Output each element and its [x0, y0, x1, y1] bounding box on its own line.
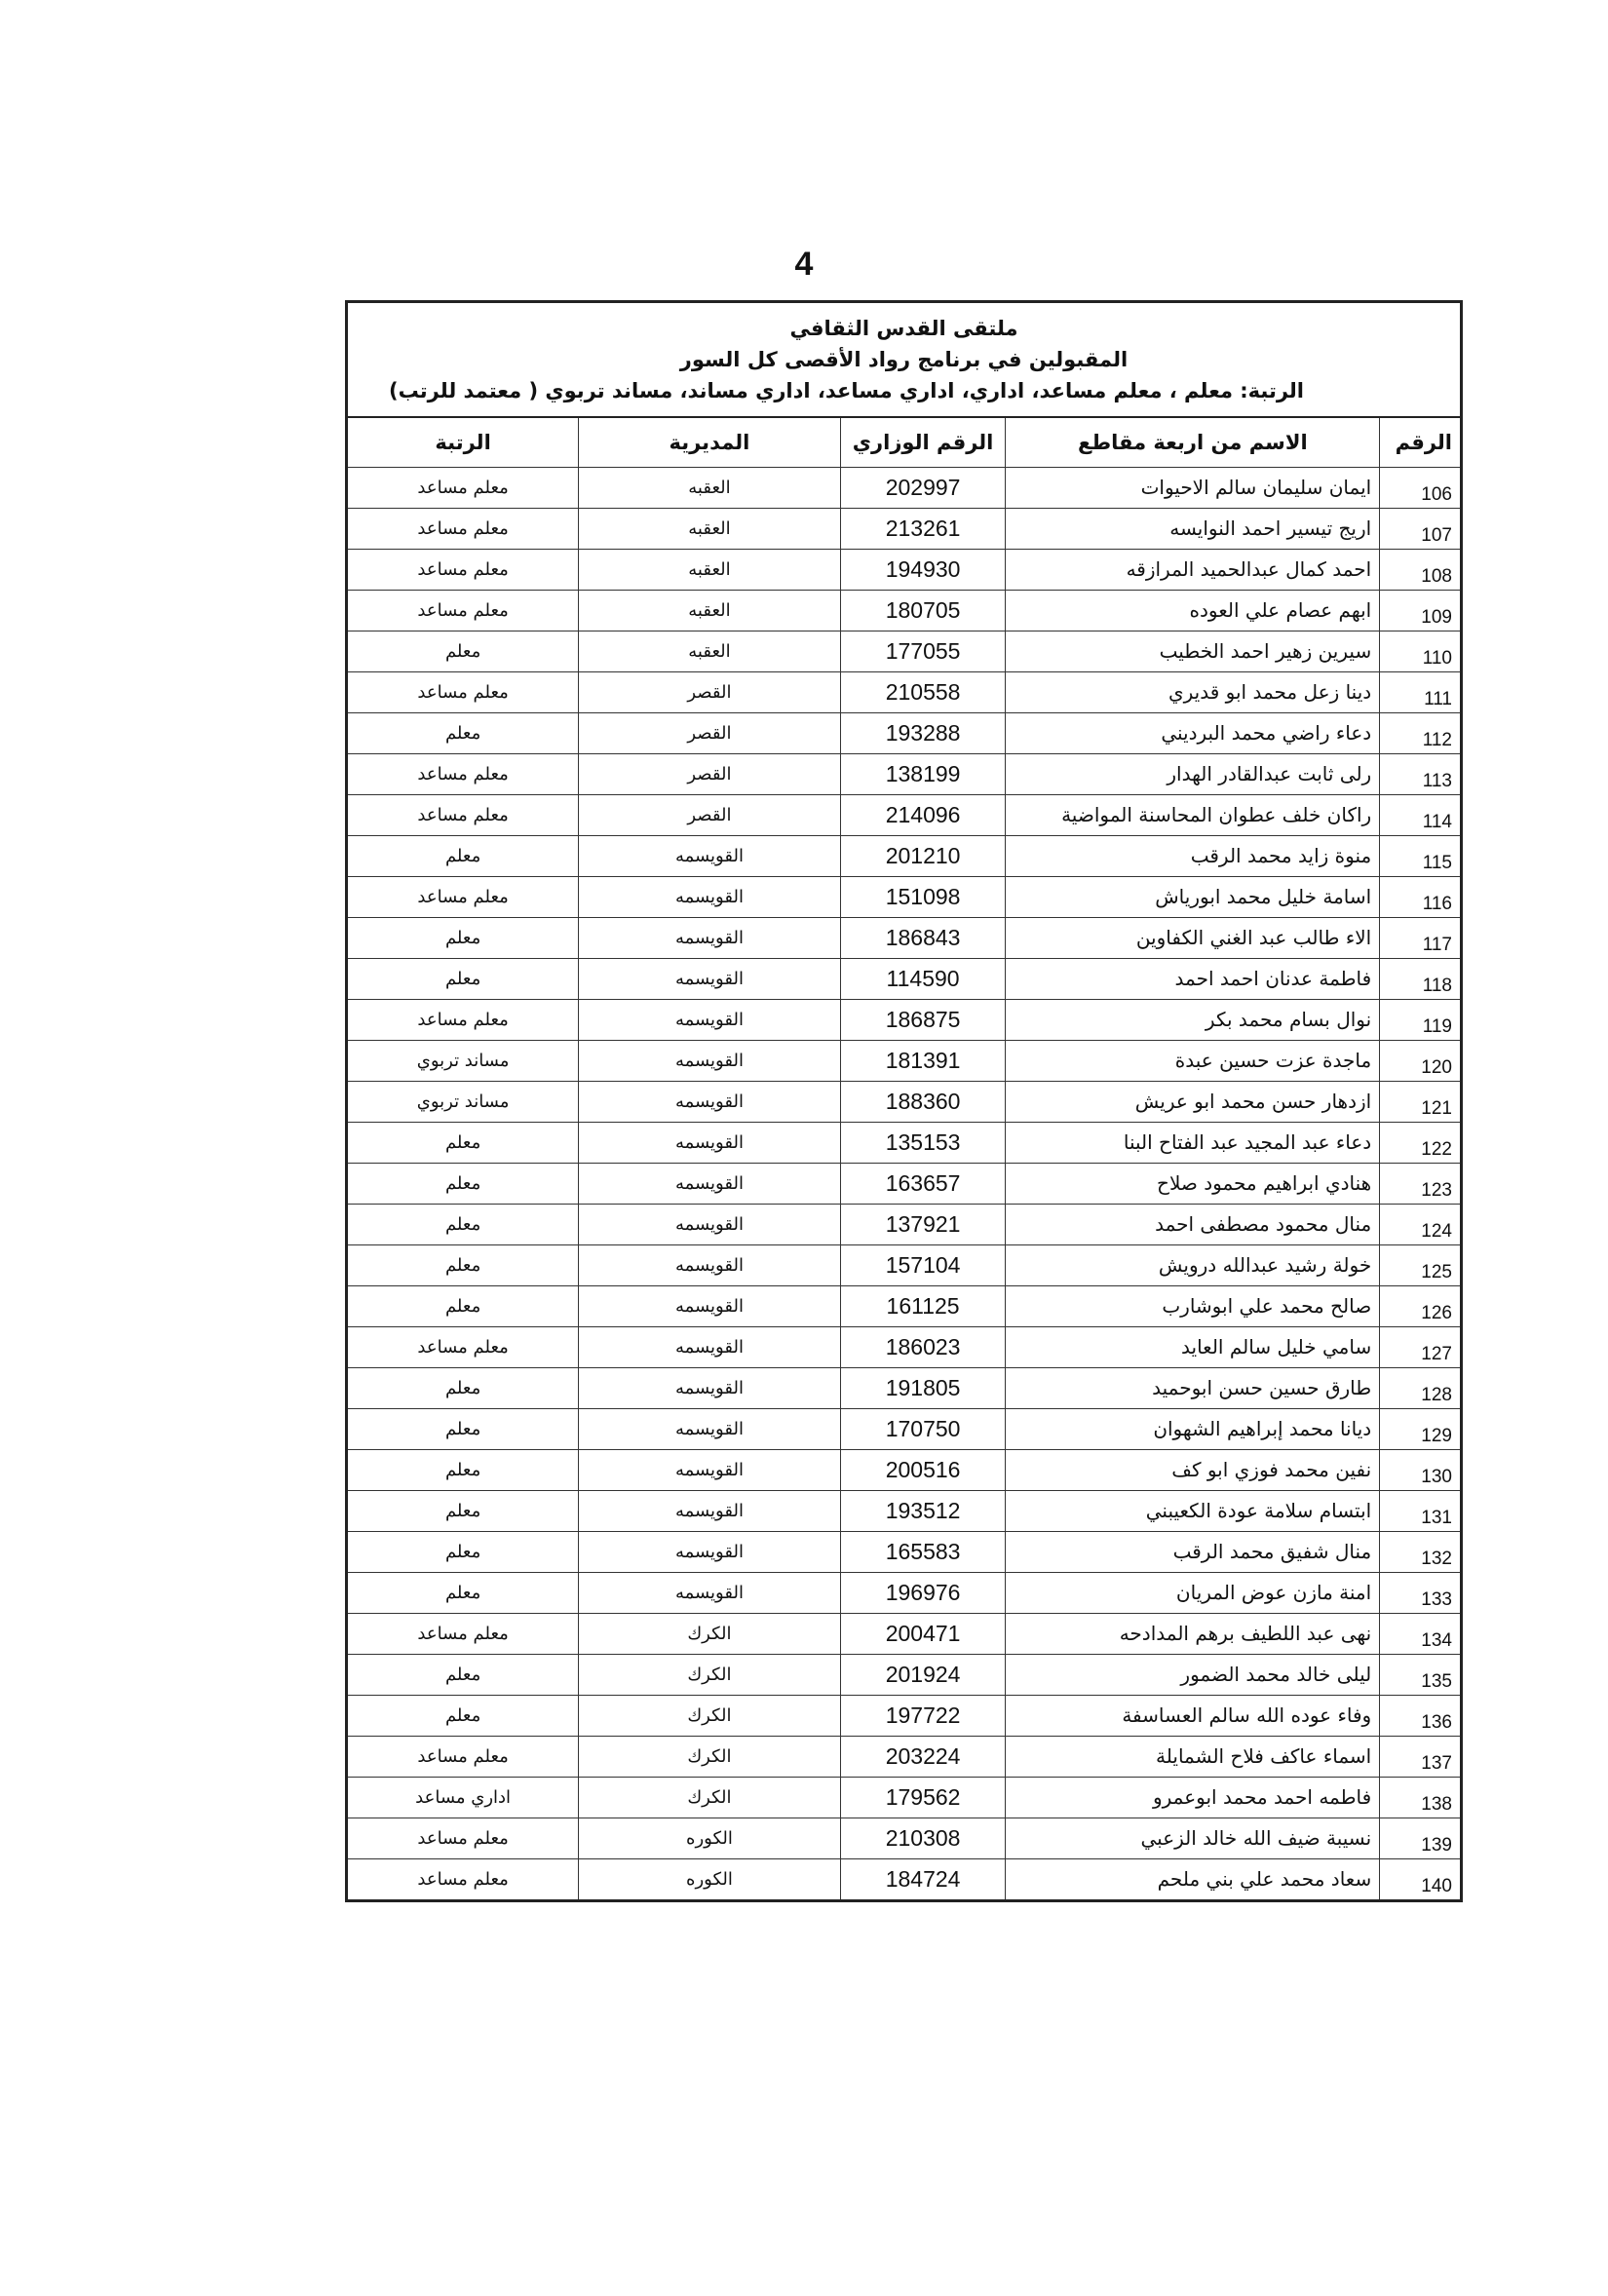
- table-row: [348, 917, 1460, 958]
- cell-directorate: القويسمه: [579, 958, 841, 999]
- column-header-rank: الرتبة: [348, 418, 579, 467]
- cell-num: 111: [1380, 671, 1460, 712]
- cell-num: 127: [1380, 1326, 1460, 1367]
- cell-rank: مساند تربوي: [348, 1040, 579, 1081]
- cell-name: سيرين زهير احمد الخطيب: [1006, 631, 1380, 671]
- cell-rank: معلم: [348, 712, 579, 753]
- cell-ministry-id: 191805: [840, 1367, 1006, 1408]
- cell-rank: معلم مساعد: [348, 671, 579, 712]
- table-row: [348, 671, 1460, 712]
- cell-directorate: الكوره: [579, 1818, 841, 1858]
- cell-ministry-id: 186843: [840, 917, 1006, 958]
- cell-num: 128: [1380, 1367, 1460, 1408]
- cell-ministry-id: 151098: [840, 876, 1006, 917]
- cell-name: رلى ثابت عبدالقادر الهدار: [1006, 753, 1380, 794]
- cell-num: 109: [1380, 590, 1460, 631]
- cell-directorate: العقبه: [579, 508, 841, 549]
- cell-name: سعاد محمد علي بني ملحم: [1006, 1858, 1380, 1899]
- program-title: المقبولين في برنامج رواد الأقصى كل السور: [679, 348, 1129, 371]
- cell-num: 112: [1380, 712, 1460, 753]
- cell-ministry-id: 201210: [840, 835, 1006, 876]
- cell-rank: معلم: [348, 1490, 579, 1531]
- table-row: [348, 1163, 1460, 1204]
- cell-num: 110: [1380, 631, 1460, 671]
- cell-name: نفين محمد فوزي ابو كف: [1006, 1449, 1380, 1490]
- table-row: [348, 508, 1460, 549]
- cell-num: 107: [1380, 508, 1460, 549]
- cell-ministry-id: 200516: [840, 1449, 1006, 1490]
- cell-name: وفاء عوده الله سالم العساسفة: [1006, 1695, 1380, 1736]
- cell-name: منوة زايد محمد الرقب: [1006, 835, 1380, 876]
- cell-directorate: العقبه: [579, 631, 841, 671]
- cell-name: ايمان سليمان سالم الاحيوات: [1006, 467, 1380, 508]
- cell-ministry-id: 214096: [840, 794, 1006, 835]
- cell-rank: معلم مساعد: [348, 753, 579, 794]
- table-row: [348, 1613, 1460, 1654]
- cell-rank: معلم مساعد: [348, 794, 579, 835]
- ranks-subtitle: الرتبة: معلم ، معلم مساعد، اداري، اداري مساعد، اداري مساند، مساند تربوي ( معتمد للرتب): [388, 379, 1304, 402]
- cell-ministry-id: 210558: [840, 671, 1006, 712]
- table-row: [348, 1572, 1460, 1613]
- table-row: [348, 590, 1460, 631]
- table-header-row: [348, 418, 1460, 467]
- cell-directorate: القويسمه: [579, 876, 841, 917]
- cell-ministry-id: 177055: [840, 631, 1006, 671]
- cell-num: 106: [1380, 467, 1460, 508]
- cell-ministry-id: 203224: [840, 1736, 1006, 1777]
- cell-rank: معلم: [348, 835, 579, 876]
- table-body: [348, 467, 1460, 1899]
- cell-ministry-id: 163657: [840, 1163, 1006, 1204]
- column-header-directorate: المديرية: [579, 418, 841, 467]
- cell-num: 139: [1380, 1818, 1460, 1858]
- cell-ministry-id: 138199: [840, 753, 1006, 794]
- cell-rank: معلم: [348, 1285, 579, 1326]
- cell-num: 108: [1380, 549, 1460, 590]
- table-row: [348, 958, 1460, 999]
- table-row: [348, 1818, 1460, 1858]
- cell-ministry-id: 193512: [840, 1490, 1006, 1531]
- cell-num: 118: [1380, 958, 1460, 999]
- table-row: [348, 1326, 1460, 1367]
- table-row: [348, 1695, 1460, 1736]
- cell-num: 115: [1380, 835, 1460, 876]
- cell-directorate: القويسمه: [579, 1408, 841, 1449]
- accepted-table: [348, 418, 1460, 1899]
- cell-directorate: الكرك: [579, 1777, 841, 1818]
- table-row: [348, 1408, 1460, 1449]
- cell-name: اسماء عاكف فلاح الشمايلة: [1006, 1736, 1380, 1777]
- cell-ministry-id: 193288: [840, 712, 1006, 753]
- cell-name: راكان خلف عطوان المحاسنة المواضية: [1006, 794, 1380, 835]
- cell-ministry-id: 114590: [840, 958, 1006, 999]
- cell-name: منال محمود مصطفى احمد: [1006, 1204, 1380, 1244]
- cell-ministry-id: 135153: [840, 1122, 1006, 1163]
- cell-ministry-id: 188360: [840, 1081, 1006, 1122]
- table-row: [348, 712, 1460, 753]
- cell-name: اريج تيسير احمد النوايسه: [1006, 508, 1380, 549]
- cell-name: ازدهار حسن محمد ابو عريش: [1006, 1081, 1380, 1122]
- cell-num: 126: [1380, 1285, 1460, 1326]
- cell-name: ماجدة عزت حسين عبدة: [1006, 1040, 1380, 1081]
- cell-ministry-id: 186875: [840, 999, 1006, 1040]
- cell-num: 114: [1380, 794, 1460, 835]
- table-row: [348, 631, 1460, 671]
- cell-num: 113: [1380, 753, 1460, 794]
- table-row: [348, 1081, 1460, 1122]
- cell-name: صالح محمد علي ابوشارب: [1006, 1285, 1380, 1326]
- cell-directorate: القويسمه: [579, 1326, 841, 1367]
- cell-name: سامي خليل سالم العايد: [1006, 1326, 1380, 1367]
- table-row: [348, 999, 1460, 1040]
- cell-rank: معلم مساعد: [348, 549, 579, 590]
- cell-name: ابتسام سلامة عودة الكعيبني: [1006, 1490, 1380, 1531]
- cell-ministry-id: 170750: [840, 1408, 1006, 1449]
- cell-directorate: القويسمه: [579, 1572, 841, 1613]
- cell-num: 129: [1380, 1408, 1460, 1449]
- cell-ministry-id: 137921: [840, 1204, 1006, 1244]
- cell-directorate: القويسمه: [579, 1285, 841, 1326]
- table-row: [348, 1858, 1460, 1899]
- table-row: [348, 549, 1460, 590]
- cell-directorate: الكرك: [579, 1654, 841, 1695]
- cell-ministry-id: 186023: [840, 1326, 1006, 1367]
- cell-rank: معلم مساعد: [348, 590, 579, 631]
- cell-num: 123: [1380, 1163, 1460, 1204]
- cell-directorate: العقبه: [579, 549, 841, 590]
- cell-num: 116: [1380, 876, 1460, 917]
- cell-name: هنادي ابراهيم محمود صلاح: [1006, 1163, 1380, 1204]
- cell-directorate: القويسمه: [579, 1367, 841, 1408]
- cell-num: 125: [1380, 1244, 1460, 1285]
- cell-rank: معلم: [348, 1449, 579, 1490]
- cell-ministry-id: 213261: [840, 508, 1006, 549]
- cell-name: اسامة خليل محمد ابورياش: [1006, 876, 1380, 917]
- cell-num: 117: [1380, 917, 1460, 958]
- table-row: [348, 1531, 1460, 1572]
- cell-ministry-id: 165583: [840, 1531, 1006, 1572]
- table-row: [348, 1367, 1460, 1408]
- cell-rank: معلم مساعد: [348, 1613, 579, 1654]
- cell-directorate: القويسمه: [579, 917, 841, 958]
- table-row: [348, 1244, 1460, 1285]
- cell-rank: معلم مساعد: [348, 1818, 579, 1858]
- cell-rank: معلم مساعد: [348, 1858, 579, 1899]
- table-row: [348, 1204, 1460, 1244]
- table-row: [348, 1040, 1460, 1081]
- column-header-name: الاسم من اربعة مقاطع: [1006, 418, 1380, 467]
- cell-rank: معلم مساعد: [348, 1326, 579, 1367]
- cell-num: 131: [1380, 1490, 1460, 1531]
- cell-name: نسيبة ضيف الله خالد الزعبي: [1006, 1818, 1380, 1858]
- cell-rank: معلم: [348, 1367, 579, 1408]
- table-row: [348, 876, 1460, 917]
- cell-num: 140: [1380, 1858, 1460, 1899]
- cell-name: فاطمة عدنان احمد احمد: [1006, 958, 1380, 999]
- cell-rank: معلم مساعد: [348, 508, 579, 549]
- cell-rank: معلم: [348, 1122, 579, 1163]
- cell-rank: معلم: [348, 1408, 579, 1449]
- cell-rank: معلم مساعد: [348, 467, 579, 508]
- cell-name: دعاء راضي محمد البرديني: [1006, 712, 1380, 753]
- cell-num: 134: [1380, 1613, 1460, 1654]
- table-row: [348, 1449, 1460, 1490]
- cell-name: منال شفيق محمد الرقب: [1006, 1531, 1380, 1572]
- table-row: [348, 467, 1460, 508]
- cell-ministry-id: 202997: [840, 467, 1006, 508]
- list-header: [348, 303, 1460, 418]
- cell-directorate: القصر: [579, 712, 841, 753]
- column-header-num: الرقم: [1380, 418, 1460, 467]
- cell-ministry-id: 180705: [840, 590, 1006, 631]
- cell-directorate: القويسمه: [579, 1081, 841, 1122]
- cell-ministry-id: 194930: [840, 549, 1006, 590]
- cell-num: 136: [1380, 1695, 1460, 1736]
- cell-ministry-id: 196976: [840, 1572, 1006, 1613]
- cell-directorate: القويسمه: [579, 1163, 841, 1204]
- cell-num: 130: [1380, 1449, 1460, 1490]
- cell-name: امنة مازن عوض المريان: [1006, 1572, 1380, 1613]
- cell-num: 122: [1380, 1122, 1460, 1163]
- cell-rank: معلم: [348, 1204, 579, 1244]
- cell-rank: اداري مساعد: [348, 1777, 579, 1818]
- cell-directorate: الكوره: [579, 1858, 841, 1899]
- table-row: [348, 794, 1460, 835]
- cell-rank: معلم: [348, 958, 579, 999]
- cell-ministry-id: 184724: [840, 1858, 1006, 1899]
- cell-ministry-id: 210308: [840, 1818, 1006, 1858]
- cell-rank: معلم: [348, 917, 579, 958]
- cell-directorate: القويسمه: [579, 1531, 841, 1572]
- cell-rank: معلم: [348, 1531, 579, 1572]
- cell-directorate: الكرك: [579, 1695, 841, 1736]
- cell-rank: معلم: [348, 1654, 579, 1695]
- cell-ministry-id: 161125: [840, 1285, 1006, 1326]
- table-row: [348, 1777, 1460, 1818]
- cell-num: 119: [1380, 999, 1460, 1040]
- cell-directorate: الكرك: [579, 1736, 841, 1777]
- cell-directorate: القويسمه: [579, 1244, 841, 1285]
- cell-rank: معلم: [348, 1695, 579, 1736]
- table-row: [348, 1654, 1460, 1695]
- cell-num: 133: [1380, 1572, 1460, 1613]
- cell-rank: مساند تربوي: [348, 1081, 579, 1122]
- cell-rank: معلم: [348, 631, 579, 671]
- cell-directorate: القصر: [579, 671, 841, 712]
- cell-directorate: القويسمه: [579, 835, 841, 876]
- cell-rank: معلم: [348, 1572, 579, 1613]
- table-row: [348, 1490, 1460, 1531]
- cell-directorate: القويسمه: [579, 1040, 841, 1081]
- cell-rank: معلم: [348, 1244, 579, 1285]
- cell-name: دينا زعل محمد ابو قديري: [1006, 671, 1380, 712]
- page-number: 4: [794, 246, 814, 283]
- cell-directorate: القصر: [579, 753, 841, 794]
- cell-num: 132: [1380, 1531, 1460, 1572]
- cell-num: 124: [1380, 1204, 1460, 1244]
- cell-ministry-id: 197722: [840, 1695, 1006, 1736]
- cell-num: 120: [1380, 1040, 1460, 1081]
- cell-directorate: العقبه: [579, 590, 841, 631]
- cell-directorate: العقبه: [579, 467, 841, 508]
- cell-num: 121: [1380, 1081, 1460, 1122]
- cell-name: دعاء عبد المجيد عبد الفتاح البنا: [1006, 1122, 1380, 1163]
- cell-num: 138: [1380, 1777, 1460, 1818]
- cell-rank: معلم مساعد: [348, 999, 579, 1040]
- cell-num: 135: [1380, 1654, 1460, 1695]
- column-header-ministry-id: الرقم الوزاري: [840, 418, 1006, 467]
- table-row: [348, 835, 1460, 876]
- cell-name: نهى عبد اللطيف برهم المدادحه: [1006, 1613, 1380, 1654]
- cell-directorate: القويسمه: [579, 1122, 841, 1163]
- cell-name: احمد كمال عبدالحميد المرازقه: [1006, 549, 1380, 590]
- cell-ministry-id: 157104: [840, 1244, 1006, 1285]
- cell-rank: معلم: [348, 1163, 579, 1204]
- cell-ministry-id: 179562: [840, 1777, 1006, 1818]
- cell-name: فاطمه احمد محمد ابوعمرو: [1006, 1777, 1380, 1818]
- accepted-list-sheet: [345, 300, 1463, 1902]
- cell-ministry-id: 181391: [840, 1040, 1006, 1081]
- cell-rank: معلم مساعد: [348, 1736, 579, 1777]
- cell-name: ابهم عصام علي العوده: [1006, 590, 1380, 631]
- cell-name: نوال بسام محمد بكر: [1006, 999, 1380, 1040]
- table-row: [348, 1736, 1460, 1777]
- cell-name: ليلى خالد محمد الضمور: [1006, 1654, 1380, 1695]
- cell-ministry-id: 201924: [840, 1654, 1006, 1695]
- cell-name: ديانا محمد إبراهيم الشهوان: [1006, 1408, 1380, 1449]
- table-row: [348, 753, 1460, 794]
- cell-directorate: القويسمه: [579, 1449, 841, 1490]
- organization-title: ملتقى القدس الثقافي: [789, 317, 1018, 340]
- cell-ministry-id: 200471: [840, 1613, 1006, 1654]
- cell-directorate: القويسمه: [579, 999, 841, 1040]
- cell-name: طارق حسين حسن ابوحميد: [1006, 1367, 1380, 1408]
- cell-directorate: القويسمه: [579, 1204, 841, 1244]
- table-row: [348, 1122, 1460, 1163]
- cell-name: خولة رشيد عبدالله درويش: [1006, 1244, 1380, 1285]
- cell-num: 137: [1380, 1736, 1460, 1777]
- cell-name: الاء طالب عبد الغني الكفاوين: [1006, 917, 1380, 958]
- cell-directorate: القويسمه: [579, 1490, 841, 1531]
- table-row: [348, 1285, 1460, 1326]
- cell-rank: معلم مساعد: [348, 876, 579, 917]
- cell-directorate: الكرك: [579, 1613, 841, 1654]
- cell-directorate: القصر: [579, 794, 841, 835]
